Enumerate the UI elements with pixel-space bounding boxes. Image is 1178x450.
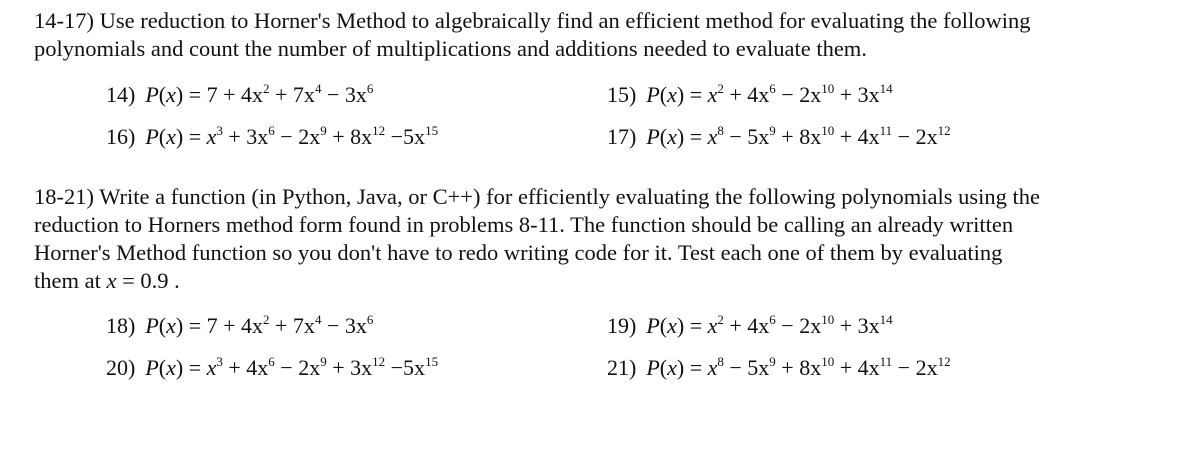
- problem-14: [106, 82, 373, 108]
- problem-number: 15): [607, 82, 637, 107]
- problem-number: 20): [106, 355, 136, 380]
- problem-equation: $P(x) = x^8 - 5x^9 + 8x^{10} + 4x^{11} - 2x^{12}$: [646, 123, 951, 149]
- problem-equation: $P(x) = x^3 + 3x^6 - 2x^9 + 8x^{12} -5x^{15}$: [145, 123, 439, 149]
- problem-number: 19): [607, 313, 637, 338]
- problem-16: [106, 124, 438, 150]
- instruction-line: them at x = 0.9 .: [34, 268, 180, 293]
- problem-15: [607, 82, 893, 108]
- problem-equation: $P(x) = 7 + 4x^2 + 7x^4 - 3x^6$: [145, 81, 374, 107]
- problem-20: [106, 355, 438, 381]
- problem-equation: $P(x) = 7 + 4x^2 + 7x^4 - 3x^6$: [145, 312, 374, 338]
- problem-number: 16): [106, 124, 136, 149]
- instruction-line: reduction to Horners method form found in problems 8-11. The function should be calling an already written: [34, 212, 1014, 237]
- instruction-line: polynomials and count the number of multiplications and additions needed to evaluate them.: [34, 36, 867, 61]
- problem-equation: $P(x) = x^2 + 4x^6 - 2x^{10} + 3x^{14}$: [646, 312, 893, 338]
- problem-equation: $P(x) = x^3 + 4x^6 - 2x^9 + 3x^{12} -5x^{15}$: [145, 354, 439, 380]
- problem-17: [607, 124, 951, 150]
- instruction-line: Horner's Method function so you don't have to redo writing code for it. Test each one of them by evaluating: [34, 240, 1003, 265]
- problem-equation: $P(x) = x^2 + 4x^6 - 2x^{10} + 3x^{14}$: [646, 81, 893, 107]
- problem-21: [607, 355, 951, 381]
- problem-number: 14): [106, 82, 136, 107]
- problem-19: [607, 313, 893, 339]
- problem-number: 17): [607, 124, 637, 149]
- instruction-line: 18-21) Write a function (in Python, Java, or C++) for efficiently evaluating the following polynomials using the: [34, 184, 1040, 209]
- problem-equation: $P(x) = x^8 - 5x^9 + 8x^{10} + 4x^{11} - 2x^{12}$: [646, 354, 951, 380]
- section-1-instructions: [34, 7, 1154, 63]
- section-2-instructions: [34, 183, 1154, 295]
- problem-18: [106, 313, 373, 339]
- instruction-line: 14-17) Use reduction to Horner's Method to algebraically find an efficient method for evaluating the following: [34, 8, 1031, 33]
- problem-number: 18): [106, 313, 136, 338]
- problem-number: 21): [607, 355, 637, 380]
